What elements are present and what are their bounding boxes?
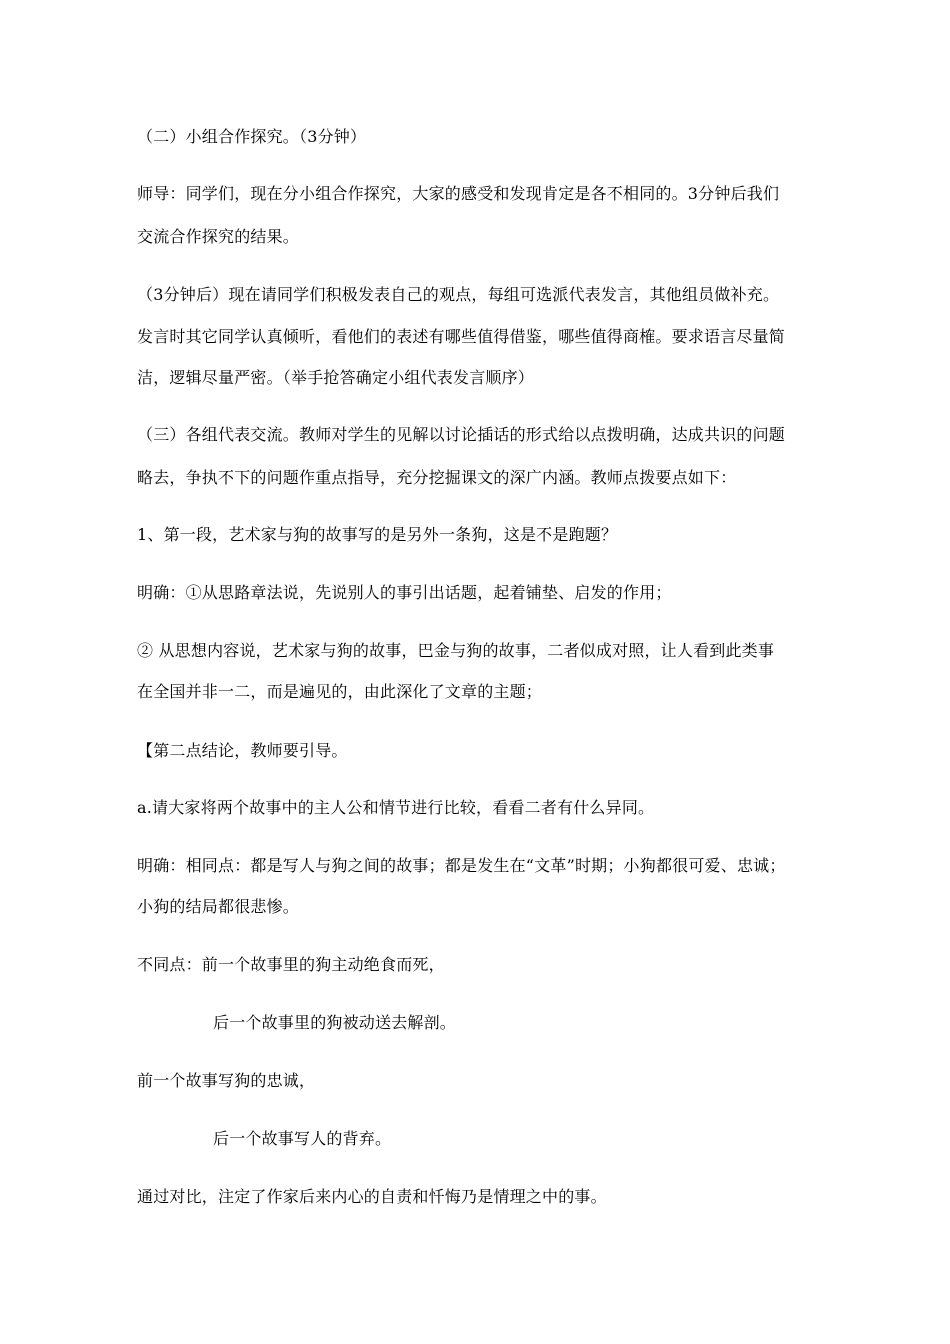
paragraph-line: a.请大家将两个故事中的主人公和情节进行比较，看看二者有什么异同。 xyxy=(137,798,655,817)
paragraph-line: 洁，逻辑尽量严密。（举手抢答确定小组代表发言顺序） xyxy=(137,368,535,387)
paragraph-line: 通过对比，注定了作家后来内心的自责和忏悔乃是情理之中的事。 xyxy=(137,1187,607,1206)
indented-line: 后一个故事写人的背弃。 xyxy=(213,1129,392,1148)
paragraph-line: 交流合作探究的结果。 xyxy=(137,227,300,246)
paragraph-line: （3分钟后）现在请同学们积极发表自己的观点，每组可选派代表发言，其他组员做补充。 xyxy=(137,285,780,304)
paragraph-line: 略去，争执不下的问题作重点指导，充分挖掘课文的深广内涵。教师点拨要点如下： xyxy=(137,468,737,487)
paragraph-line: 明确：①从思路章法说，先说别人的事引出话题，起着铺垫、启发的作用； xyxy=(137,583,672,602)
question-item: 1、第一段，艺术家与狗的故事写的是另外一条狗，这是不是跑题？ xyxy=(137,525,618,544)
paragraph-line: 不同点：前一个故事里的狗主动绝食而死， xyxy=(137,955,445,974)
indented-line: 后一个故事里的狗被动送去解剖。 xyxy=(213,1013,457,1032)
paragraph-line: 前一个故事写狗的忠诚， xyxy=(137,1071,316,1090)
paragraph-line: 在全国并非一二，而是遍见的，由此深化了文章的主题； xyxy=(137,682,543,701)
section-heading-group-inquiry: （二）小组合作探究。（3分钟） xyxy=(137,127,367,146)
paragraph-line: 明确：相同点：都是写人与狗之间的故事；都是发生在“文革”时期；小狗都很可爱、忠诚； xyxy=(137,856,786,875)
paragraph-line: 师导：同学们，现在分小组合作探究，大家的感受和发现肯定是各不相同的。3分钟后我们 xyxy=(137,184,780,203)
section-heading-group-exchange: （三）各组代表交流。教师对学生的见解以讨论插话的形式给以点拨明确，达成共识的问题 xyxy=(137,425,786,444)
paragraph-line: ② 从思想内容说，艺术家与狗的故事，巴金与狗的故事，二者似成对照，让人看到此类事 xyxy=(137,641,775,660)
paragraph-line: 发言时其它同学认真倾听，看他们的表述有哪些值得借鉴，哪些值得商榷。要求语言尽量简 xyxy=(137,327,786,346)
paragraph-line: 【第二点结论，教师要引导。 xyxy=(137,741,348,760)
paragraph-line: 小狗的结局都很悲惨。 xyxy=(137,897,300,916)
